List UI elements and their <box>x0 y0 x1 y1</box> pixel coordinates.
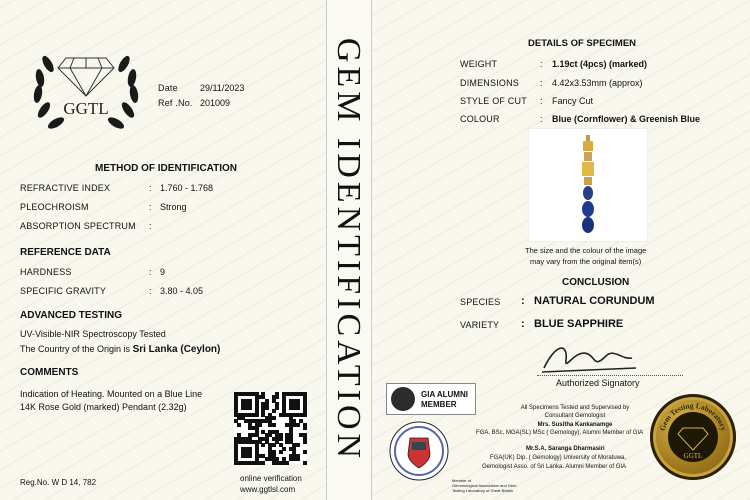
ref-label: Ref .No. <box>158 98 193 108</box>
comments-line2: 14K Rose Gold (marked) Pendant (2.32g) <box>20 402 187 412</box>
species-label: SPECIES <box>460 297 501 307</box>
specific-gravity-value: 3.80 - 4.05 <box>160 286 204 296</box>
qr-module <box>279 450 283 454</box>
seal-center <box>668 412 718 462</box>
qr-module <box>248 406 252 410</box>
qr-module <box>248 454 252 458</box>
specific-gravity-label: SPECIFIC GRAVITY <box>20 286 107 296</box>
qr-module <box>261 443 265 447</box>
colon: : <box>540 78 543 88</box>
supervision-line2: Consultant Gemologist <box>544 413 606 420</box>
qr-module <box>272 443 276 447</box>
colon: : <box>521 295 525 307</box>
refractive-index-label: REFRACTIVE INDEX <box>20 183 111 193</box>
pleochroism-value: Strong <box>160 202 187 212</box>
qr-module <box>279 437 283 441</box>
crest-caption2: Gemmological Association and Gem <box>452 483 517 488</box>
colon: : <box>149 183 152 193</box>
verify-url[interactable]: www.ggtlsl.com <box>240 485 296 494</box>
ggtl-logo <box>26 34 146 138</box>
pendant-image <box>529 129 647 241</box>
qr-module <box>296 423 300 427</box>
comments-heading: COMMENTS <box>20 367 79 378</box>
weight-value: 1.19ct (4pcs) (marked) <box>552 59 648 69</box>
colon: : <box>540 114 543 124</box>
qr-module <box>282 447 286 451</box>
style-of-cut-label: STYLE OF CUT <box>460 96 527 106</box>
colon: : <box>149 221 152 231</box>
photo-note1: The size and the colour of the image <box>525 246 647 255</box>
pleochroism-label: PLEOCHROISM <box>20 202 89 212</box>
refractive-index-value: 1.760 - 1.768 <box>160 183 214 193</box>
supervision-block <box>505 404 645 429</box>
reference-heading: REFERENCE DATA <box>20 247 111 258</box>
colon: : <box>521 318 525 330</box>
qr-module <box>258 423 262 427</box>
gia-line2: MEMBER <box>421 400 457 409</box>
gia-line1: GIA ALUMNI <box>421 390 468 399</box>
seal-logo: GGTL <box>683 452 703 460</box>
supervisor-cred2a: FGA(UK) Dip. ( Gemology) University of Moratuwa, <box>490 455 627 461</box>
colon: : <box>149 286 152 296</box>
ggtl-seal <box>650 394 736 480</box>
qr-module <box>261 461 265 465</box>
seal-text: Gem Testing Laboratory <box>657 400 729 432</box>
gem-a-crest-icon <box>388 420 450 482</box>
qr-module <box>272 409 276 413</box>
qr-module <box>296 457 300 461</box>
dimensions-label: DIMENSIONS <box>460 78 520 88</box>
verify-line1: online verification <box>240 474 302 483</box>
signature-line <box>537 375 683 376</box>
crest-caption3: Testing Laboratory of Great Britain <box>452 488 513 493</box>
supervisor-name1: Mrs. Susitha Kankanamge <box>537 421 613 428</box>
qr-module <box>303 413 307 417</box>
signatory-label: Authorized Signatory <box>556 378 640 388</box>
colon: : <box>540 96 543 106</box>
origin-line <box>20 344 220 355</box>
photo-note2: may vary from the original item(s) <box>530 257 642 266</box>
dimensions-value: 4.42x3.53mm (approx) <box>552 78 643 88</box>
species-value: NATURAL CORUNDUM <box>534 295 655 307</box>
conclusion-heading: CONCLUSION <box>562 277 630 288</box>
qr-module <box>255 413 259 417</box>
qr-module <box>303 450 307 454</box>
qr-module <box>237 423 241 427</box>
origin-prefix: The Country of the Origin is <box>20 344 133 354</box>
qr-module <box>275 406 279 410</box>
weight-label: WEIGHT <box>460 59 498 69</box>
hardness-value: 9 <box>160 267 166 277</box>
advanced-line1: UV-Visible-NIR Spectroscopy Tested <box>20 329 166 339</box>
diamond-icon <box>668 412 718 462</box>
ref-value: 201009 <box>200 98 231 108</box>
crest-caption <box>452 478 516 493</box>
advanced-heading: ADVANCED TESTING <box>20 310 123 321</box>
qr-module <box>303 426 307 430</box>
qr-module <box>296 406 300 410</box>
colon: : <box>540 59 543 69</box>
style-of-cut-value: Fancy Cut <box>552 96 594 106</box>
method-heading: METHOD OF IDENTIFICATION <box>95 163 238 174</box>
specimen-photo <box>528 128 648 242</box>
supervisor-cred2b: Gemologist Asso. of Sri Lanka. Alumni Member of GIA <box>482 464 627 470</box>
reg-no: Reg.No. W D 14, 782 <box>20 478 97 487</box>
colour-label: COLOUR <box>460 114 500 124</box>
date-label: Date <box>158 83 178 93</box>
date-value: 29/11/2023 <box>200 83 245 93</box>
absorption-spectrum-label: ABSORPTION SPECTRUM <box>20 221 136 231</box>
comments-line1: Indication of Heating. Mounted on a Blue Line <box>20 389 203 399</box>
specimen-heading: DETAILS OF SPECIMEN <box>528 38 637 49</box>
qr-module <box>296 443 300 447</box>
crest-caption1: Member of <box>452 478 472 483</box>
qr-module <box>303 461 307 465</box>
qr-module <box>285 461 289 465</box>
qr-module <box>272 416 276 420</box>
colon: : <box>149 202 152 212</box>
logo-text: GGTL <box>63 99 109 118</box>
gia-seal-icon <box>391 387 415 411</box>
origin-country: Sri Lanka (Ceylon) <box>132 344 221 355</box>
signature <box>536 338 646 380</box>
qr-module <box>265 406 269 410</box>
gia-badge <box>386 383 476 415</box>
band-title: GEM IDENTIFICATION <box>330 37 367 463</box>
qr-code[interactable] <box>234 392 306 464</box>
supervision-line1: All Specimens Tested and Supervised by <box>520 405 630 411</box>
supervisor-cred1: FGA, BSc, MGA(SL) MSc ( Gemology), Alumni Member of GIA <box>476 430 644 436</box>
qr-module <box>272 423 276 427</box>
supervisor-name2: Mr.S.A. Saranga Dharmasiri <box>526 446 605 452</box>
colon: : <box>149 267 152 277</box>
variety-label: VARIETY <box>460 320 500 330</box>
qr-module <box>303 440 307 444</box>
colour-value: Blue (Cornflower) & Greenish Blue <box>552 114 701 124</box>
qr-module <box>275 395 279 399</box>
hardness-label: HARDNESS <box>20 267 72 277</box>
variety-value: BLUE SAPPHIRE <box>534 318 624 330</box>
